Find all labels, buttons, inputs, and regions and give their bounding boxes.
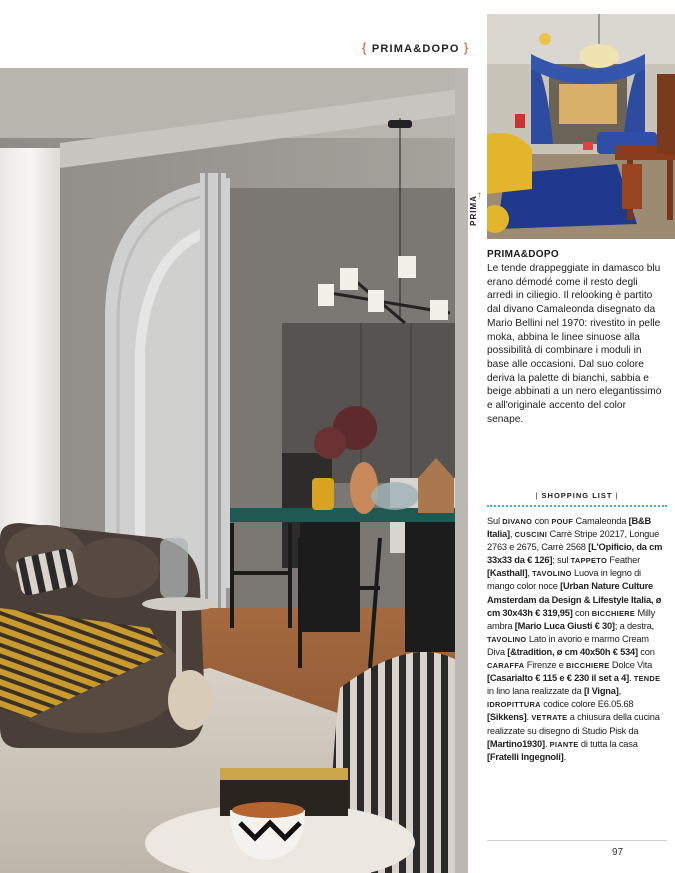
product-keyword: BICCHIERE bbox=[566, 661, 610, 671]
product-keyword: DIVANO bbox=[502, 517, 533, 526]
product-text: , bbox=[618, 686, 622, 697]
product-text: Feather bbox=[607, 555, 641, 566]
product-text: Lato in avorio e marmo Cream Diva bbox=[487, 633, 649, 657]
caption bbox=[487, 249, 665, 426]
product-keyword: VETRATE bbox=[531, 713, 568, 723]
product-keyword: TENDE bbox=[633, 674, 661, 684]
product-text: di tutta la casa bbox=[578, 738, 638, 749]
product-text: ; a destra, bbox=[614, 620, 654, 631]
arrow-up-icon: ↑ bbox=[477, 190, 482, 201]
caption-text: Le tende drappeggiate in damasco blu erano démodé come il resto degli arredi in ciliegio. Il relooking è partito dal divano Camaleonda disegnato da Mario Bellini nel 1970: rivestito in pelle moka, abbina le linee sinuose alla possibilità di combinare i moduli in base alle occasioni. Dal suo colore deriva la palette di bianchi, sabbia e beige abbinati a un nero elegantissimo e all'originale accento del color senape. bbox=[487, 263, 662, 425]
product-source: [Martino1930] bbox=[487, 738, 545, 749]
product-text: con bbox=[572, 607, 592, 618]
footer-rule bbox=[487, 840, 667, 841]
product-source: [Fratelli Ingegnoli] bbox=[487, 751, 564, 762]
bar-right: | bbox=[615, 491, 619, 500]
product-text: . bbox=[563, 751, 566, 762]
product-keyword: CUSCINI bbox=[514, 530, 548, 540]
product-keyword: BICCHIERE bbox=[591, 608, 636, 618]
product-source: [L'Opificio, da cm 33x33 da € 126] bbox=[487, 542, 663, 566]
product-keyword: CARAFFA bbox=[487, 661, 525, 671]
product-keyword: PIANTE bbox=[549, 739, 579, 749]
product-text: Camaleonda bbox=[573, 516, 629, 526]
product-text: codice colore E6.05.68 bbox=[540, 699, 634, 710]
product-source: [Sikkens] bbox=[487, 712, 527, 723]
bar-left: | bbox=[535, 491, 539, 500]
product-text: Luova in legno di mango color noce bbox=[487, 568, 641, 592]
before-label bbox=[468, 190, 486, 238]
product-keyword: TAPPETO bbox=[570, 556, 607, 566]
product-text: Dolce Vita bbox=[609, 660, 653, 671]
product-text: con bbox=[637, 646, 655, 657]
product-text: . bbox=[526, 712, 532, 723]
product-text: , bbox=[527, 568, 533, 579]
product-keyword: POUF bbox=[551, 517, 574, 526]
product-text: a chiusura della cucina realizzate su disegno di Studio Pisk da bbox=[487, 712, 660, 736]
product-text: , bbox=[509, 529, 515, 540]
product-text: . bbox=[544, 738, 550, 749]
section-tag-label: PRIMA&DOPO bbox=[371, 43, 460, 55]
shopping-list-body bbox=[487, 515, 665, 764]
shopping-list-heading bbox=[487, 491, 667, 500]
product-text: Milly ambra bbox=[487, 607, 656, 631]
product-source: [B&B Italia] bbox=[487, 516, 652, 540]
product-text: ; sul bbox=[552, 555, 571, 566]
brace-right: } bbox=[463, 40, 470, 55]
page-number: 97 bbox=[612, 847, 624, 858]
product-keyword: TAVOLINO bbox=[532, 569, 572, 579]
product-text: con bbox=[532, 516, 552, 526]
product-text: . bbox=[628, 673, 634, 684]
product-keyword: TAVOLINO bbox=[487, 634, 527, 644]
before-photo bbox=[487, 14, 675, 239]
product-text: Carrè Stripe 20217, Longue 2763 e 2675, Carrè 2568 bbox=[487, 529, 660, 553]
dotted-divider bbox=[487, 505, 667, 507]
product-source: [&tradition, ø cm 40x50h € 534] bbox=[507, 646, 638, 657]
product-text: in lino lana realizzate da bbox=[487, 686, 584, 697]
section-tag bbox=[362, 40, 469, 55]
product-source: [Urban Nature Culture Amsterdam da Design & Lifestyle Italia, ø cm 30x43h € 319,95] bbox=[487, 581, 662, 618]
product-text: Firenze e bbox=[524, 660, 567, 671]
product-source: [Casarialto € 115 e € 230 il set a 4] bbox=[487, 673, 629, 684]
caption-title: PRIMA&DOPO bbox=[487, 249, 559, 260]
product-keyword: IDROPITTURA bbox=[487, 700, 541, 710]
before-label-text: PRIMA bbox=[468, 195, 478, 226]
product-source: [I Vigna] bbox=[583, 686, 619, 697]
brace-left: { bbox=[362, 40, 368, 55]
product-source: [Kasthall] bbox=[487, 568, 528, 579]
main-photo-after bbox=[0, 68, 468, 873]
product-source: [Mario Luca Giusti € 30] bbox=[514, 620, 615, 631]
product-text: Sul bbox=[487, 516, 503, 526]
shopping-list-title: SHOPPING LIST bbox=[541, 491, 613, 500]
